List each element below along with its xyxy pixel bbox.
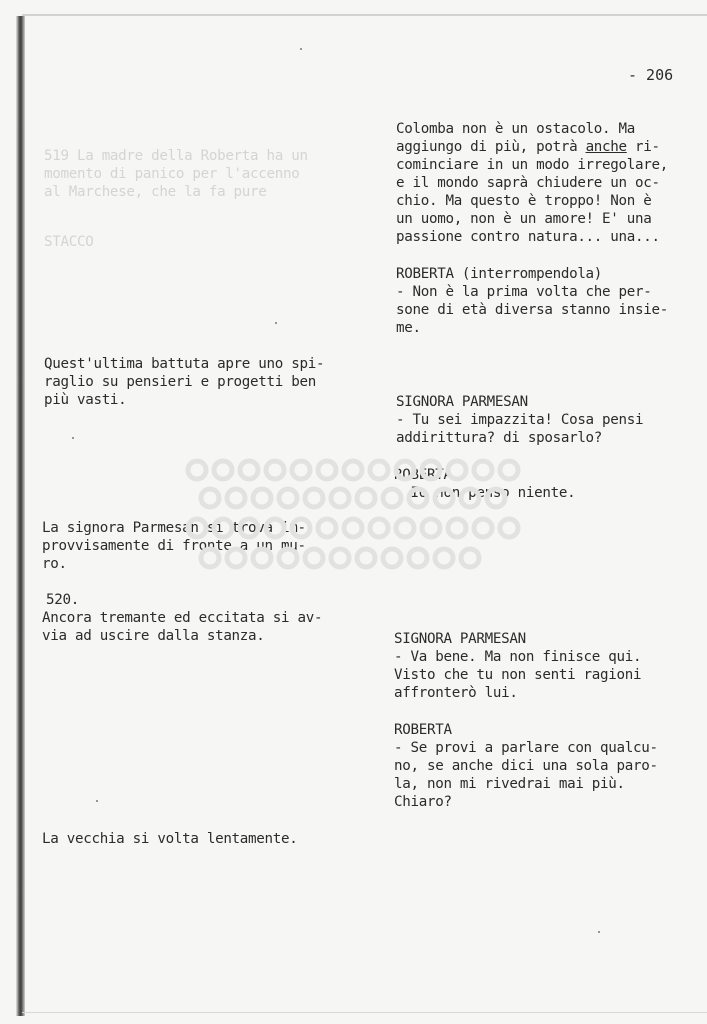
dialogue-line: chio. Ma questo è troppo! Non è (396, 193, 652, 209)
paper-speck (275, 322, 277, 324)
dialogue-line: sone di età diversa stanno insie- (396, 302, 668, 318)
paper-speck (72, 437, 74, 439)
stage-direction-line: La vecchia si volta lentamente. (42, 831, 298, 847)
dialogue-line: e il mondo saprà chiudere un oc- (396, 175, 660, 191)
dialogue-line: un uomo, non è un amore! E' una (396, 211, 652, 227)
paper-speck (96, 800, 98, 802)
dialogue-line: passione contro natura... una... (396, 229, 660, 245)
dialogue-line: - Va bene. Ma non finisce qui. (394, 649, 642, 665)
top-edge-line (22, 14, 707, 16)
stage-direction-line: La signora Parmesan si trova im- (42, 520, 306, 536)
underlined-word: anche (585, 139, 627, 155)
speaker-name: ROBERTA (394, 722, 452, 738)
dialogue-fragment: ri- (626, 139, 660, 155)
dialogue-line: Chiaro? (394, 794, 452, 810)
dialogue-line: Colomba non è un ostacolo. Ma (396, 121, 636, 137)
speaker-name: ROBERTA (394, 467, 452, 483)
dialogue-line: addirittura? di sposarlo? (396, 430, 603, 446)
dialogue-line: - Se provi a parlare con qualcu- (394, 740, 658, 756)
paper-speck (300, 48, 302, 50)
stage-direction-line: Quest'ultima battuta apre uno spi- (44, 356, 325, 372)
dialogue-line: affronterò lui. (394, 685, 518, 701)
speaker-name: SIGNORA PARMESAN (394, 631, 526, 647)
dialogue-line: no, se anche dici una sola paro- (394, 758, 658, 774)
bottom-edge-line (22, 1012, 707, 1013)
dialogue-line: - Tu sei impazzita! Cosa pensi (396, 412, 644, 428)
archive-watermark (183, 452, 525, 580)
stage-direction-line: più vasti. (44, 392, 127, 408)
faint-note-line-1: 519 La madre della Roberta ha un (44, 148, 308, 164)
stage-direction-line: Ancora tremante ed eccitata si av- (42, 610, 323, 626)
speaker-name: SIGNORA PARMESAN (396, 394, 528, 410)
faint-note-line-3: al Marchese, che la fa pure (44, 184, 267, 200)
stage-direction-line: via ad uscire dalla stanza. (42, 628, 265, 644)
page-number: - 206 (628, 66, 674, 84)
dialogue-line (396, 139, 660, 157)
dialogue-fragment: aggiungo di più, potrà (396, 139, 586, 155)
stage-direction-line: raglio su pensieri e progetti ben (44, 374, 316, 390)
dialogue-line: la, non mi rivedrai mai più. (394, 776, 625, 792)
faint-label: STACCO (44, 234, 94, 250)
dialogue-line: me. (396, 320, 421, 336)
scene-number: 520. (46, 592, 79, 608)
dialogue-line: - Non è la prima volta che per- (396, 284, 652, 300)
faint-note-line-2: momento di panico per l'accenno (44, 166, 300, 182)
dialogue-line: - Io non penso niente. (394, 485, 576, 501)
dialogue-line: Visto che tu non senti ragioni (394, 667, 642, 683)
speaker-name: ROBERTA (interrompendola) (396, 266, 603, 282)
dialogue-line: cominciare in un modo irregolare, (396, 157, 668, 173)
binding-edge (16, 16, 25, 1016)
paper-speck (598, 931, 600, 933)
stage-direction-line: provvisamente di fronte a un mu- (42, 538, 306, 554)
stage-direction-line: ro. (42, 556, 67, 572)
